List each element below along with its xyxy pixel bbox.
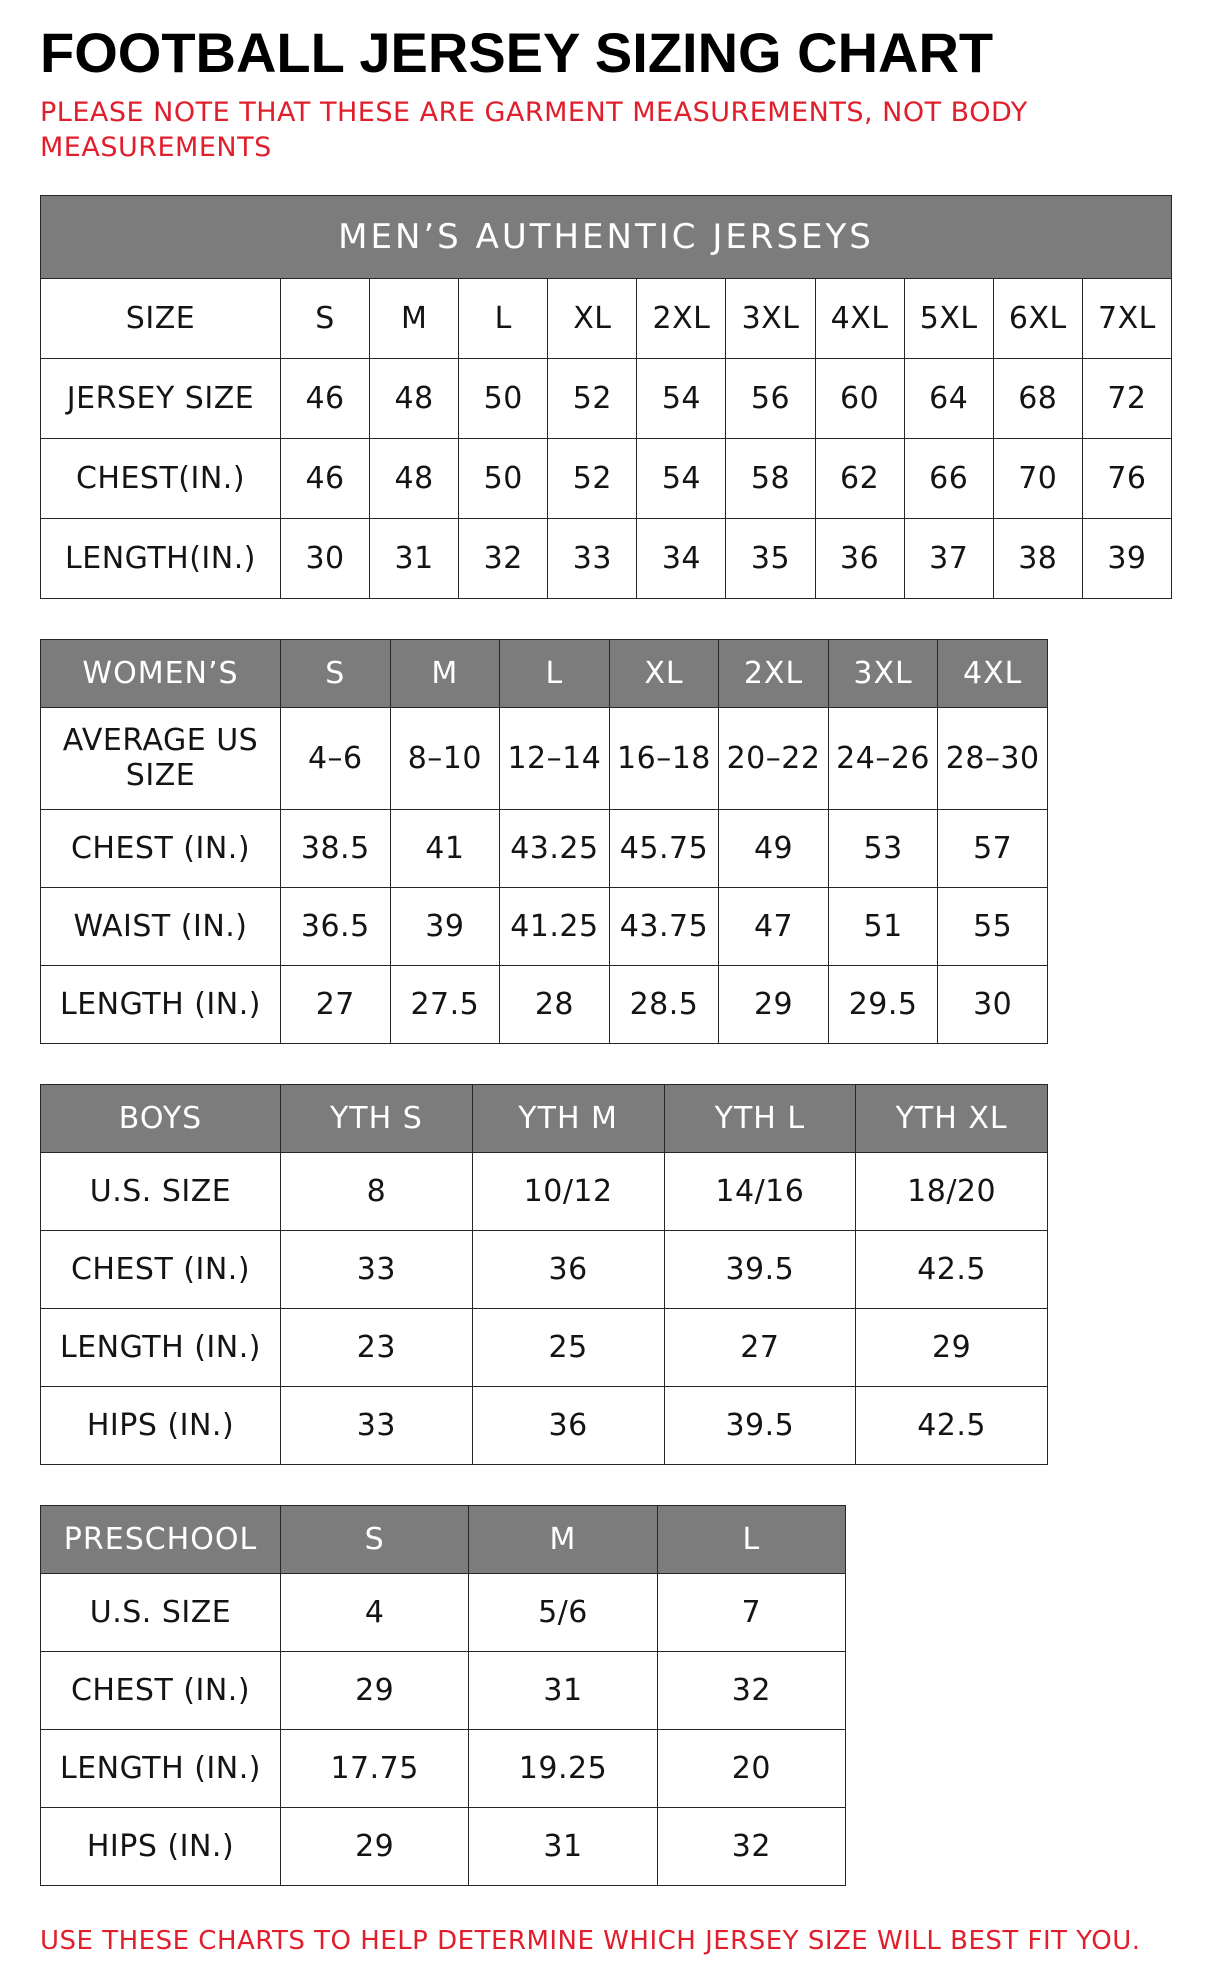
cell-value: 58: [726, 438, 815, 518]
column-header: 4XL: [938, 639, 1048, 707]
cell-value: 42.5: [856, 1386, 1048, 1464]
column-header: L: [657, 1505, 845, 1573]
cell-value: 27.5: [390, 965, 500, 1043]
cell-value: 31: [469, 1651, 657, 1729]
cell-value: 39: [1082, 518, 1171, 598]
cell-value: 37: [904, 518, 993, 598]
cell-value: 29.5: [828, 965, 938, 1043]
table-row: [41, 1651, 846, 1729]
cell-value: 49: [719, 809, 829, 887]
cell-value: 25: [472, 1308, 664, 1386]
boys-sizing-table: [40, 1084, 1048, 1465]
mens-banner: MEN’S AUTHENTIC JERSEYS: [41, 195, 1172, 278]
cell-value: 2XL: [637, 278, 726, 358]
cell-value: 54: [637, 358, 726, 438]
cell-value: 68: [993, 358, 1082, 438]
column-header: S: [281, 1505, 469, 1573]
cell-value: 45.75: [609, 809, 719, 887]
table-row: [41, 1386, 1048, 1464]
cell-value: 50: [459, 438, 548, 518]
table-row: [41, 707, 1048, 809]
cell-value: 76: [1082, 438, 1171, 518]
cell-value: 29: [281, 1807, 469, 1885]
cell-value: 23: [281, 1308, 473, 1386]
cell-value: 32: [657, 1807, 845, 1885]
table-row: [41, 965, 1048, 1043]
cell-value: 38: [993, 518, 1082, 598]
cell-value: 34: [637, 518, 726, 598]
column-header: YTH XL: [856, 1084, 1048, 1152]
table-row: [41, 1807, 846, 1885]
cell-value: 8–10: [390, 707, 500, 809]
cell-value: 33: [281, 1386, 473, 1464]
cell-value: 27: [281, 965, 391, 1043]
column-header: L: [500, 639, 610, 707]
cell-value: 30: [281, 518, 370, 598]
cell-value: L: [459, 278, 548, 358]
cell-value: 39.5: [664, 1386, 856, 1464]
row-label: U.S. SIZE: [41, 1573, 281, 1651]
cell-value: 50: [459, 358, 548, 438]
cell-value: 33: [281, 1230, 473, 1308]
cell-value: 32: [459, 518, 548, 598]
cell-value: 5/6: [469, 1573, 657, 1651]
table-row: [41, 1152, 1048, 1230]
cell-value: 62: [815, 438, 904, 518]
row-label: LENGTH(IN.): [41, 518, 281, 598]
cell-value: 4: [281, 1573, 469, 1651]
cell-value: 36: [472, 1230, 664, 1308]
mens-authentic-jerseys-table: [40, 195, 1172, 599]
cell-value: 32: [657, 1651, 845, 1729]
cell-value: 4XL: [815, 278, 904, 358]
cell-value: 46: [281, 358, 370, 438]
cell-value: 54: [637, 438, 726, 518]
preschool-sizing-table: [40, 1505, 846, 1886]
cell-value: 28.5: [609, 965, 719, 1043]
cell-value: 57: [938, 809, 1048, 887]
cell-value: 60: [815, 358, 904, 438]
cell-value: 3XL: [726, 278, 815, 358]
cell-value: S: [281, 278, 370, 358]
cell-value: 41.25: [500, 887, 610, 965]
cell-value: 28: [500, 965, 610, 1043]
cell-value: 43.25: [500, 809, 610, 887]
column-header: YTH S: [281, 1084, 473, 1152]
row-label: JERSEY SIZE: [41, 358, 281, 438]
cell-value: 30: [938, 965, 1048, 1043]
cell-value: 41: [390, 809, 500, 887]
cell-value: 33: [548, 518, 637, 598]
table-row: [41, 358, 1172, 438]
cell-value: 36.5: [281, 887, 391, 965]
boys-header-label: BOYS: [41, 1084, 281, 1152]
cell-value: 10/12: [472, 1152, 664, 1230]
cell-value: 39.5: [664, 1230, 856, 1308]
cell-value: 43.75: [609, 887, 719, 965]
row-label: LENGTH (IN.): [41, 965, 281, 1043]
cell-value: 36: [472, 1386, 664, 1464]
page-title: FOOTBALL JERSEY SIZING CHART: [40, 21, 994, 84]
table-row: [41, 518, 1172, 598]
cell-value: 55: [938, 887, 1048, 965]
cell-value: XL: [548, 278, 637, 358]
cell-value: 27: [664, 1308, 856, 1386]
cell-value: 36: [815, 518, 904, 598]
row-label: HIPS (IN.): [41, 1807, 281, 1885]
table-row: [41, 809, 1048, 887]
row-label: SIZE: [41, 278, 281, 358]
cell-value: 52: [548, 438, 637, 518]
cell-value: 53: [828, 809, 938, 887]
column-header: 2XL: [719, 639, 829, 707]
cell-value: 29: [281, 1651, 469, 1729]
cell-value: 14/16: [664, 1152, 856, 1230]
cell-value: 64: [904, 358, 993, 438]
column-header: YTH L: [664, 1084, 856, 1152]
cell-value: 42.5: [856, 1230, 1048, 1308]
row-label: HIPS (IN.): [41, 1386, 281, 1464]
row-label: LENGTH (IN.): [41, 1308, 281, 1386]
cell-value: 52: [548, 358, 637, 438]
cell-value: 31: [370, 518, 459, 598]
table-row: [41, 438, 1172, 518]
cell-value: 38.5: [281, 809, 391, 887]
column-header: YTH M: [472, 1084, 664, 1152]
column-header: XL: [609, 639, 719, 707]
cell-value: 66: [904, 438, 993, 518]
cell-value: 56: [726, 358, 815, 438]
row-label: CHEST (IN.): [41, 1230, 281, 1308]
cell-value: 28–30: [938, 707, 1048, 809]
column-header: M: [390, 639, 500, 707]
cell-value: 5XL: [904, 278, 993, 358]
cell-value: 7: [657, 1573, 845, 1651]
row-label: CHEST (IN.): [41, 809, 281, 887]
column-header: S: [281, 639, 391, 707]
cell-value: 20–22: [719, 707, 829, 809]
cell-value: 35: [726, 518, 815, 598]
row-label: LENGTH (IN.): [41, 1729, 281, 1807]
cell-value: 51: [828, 887, 938, 965]
cell-value: 12–14: [500, 707, 610, 809]
womens-sizing-table: [40, 639, 1048, 1044]
cell-value: 47: [719, 887, 829, 965]
cell-value: 48: [370, 438, 459, 518]
preschool-header-label: PRESCHOOL: [41, 1505, 281, 1573]
column-header: M: [469, 1505, 657, 1573]
row-label: CHEST (IN.): [41, 1651, 281, 1729]
table-row: [41, 1573, 846, 1651]
column-header: 3XL: [828, 639, 938, 707]
cell-value: 6XL: [993, 278, 1082, 358]
cell-value: 19.25: [469, 1729, 657, 1807]
cell-value: 29: [856, 1308, 1048, 1386]
cell-value: 46: [281, 438, 370, 518]
row-label: WAIST (IN.): [41, 887, 281, 965]
cell-value: 8: [281, 1152, 473, 1230]
table-row: [41, 278, 1172, 358]
row-label: AVERAGE US SIZE: [41, 707, 281, 809]
row-label: U.S. SIZE: [41, 1152, 281, 1230]
table-row: [41, 1230, 1048, 1308]
table-row: [41, 1729, 846, 1807]
table-row: [41, 887, 1048, 965]
cell-value: 48: [370, 358, 459, 438]
womens-header-label: WOMEN’S: [41, 639, 281, 707]
table-row: [41, 1308, 1048, 1386]
cell-value: 24–26: [828, 707, 938, 809]
cell-value: 20: [657, 1729, 845, 1807]
cell-value: 16–18: [609, 707, 719, 809]
footer-note: USE THESE CHARTS TO HELP DETERMINE WHICH JERSEY SIZE WILL BEST FIT YOU.: [40, 1925, 1141, 1956]
cell-value: 18/20: [856, 1152, 1048, 1230]
cell-value: 70: [993, 438, 1082, 518]
cell-value: 31: [469, 1807, 657, 1885]
cell-value: M: [370, 278, 459, 358]
cell-value: 7XL: [1082, 278, 1171, 358]
cell-value: 39: [390, 887, 500, 965]
cell-value: 72: [1082, 358, 1171, 438]
cell-value: 4–6: [281, 707, 391, 809]
cell-value: 17.75: [281, 1729, 469, 1807]
cell-value: 29: [719, 965, 829, 1043]
row-label: CHEST(IN.): [41, 438, 281, 518]
garment-measurements-note: PLEASE NOTE THAT THESE ARE GARMENT MEASUREMENTS, NOT BODY MEASUREMENTS: [40, 96, 1028, 163]
